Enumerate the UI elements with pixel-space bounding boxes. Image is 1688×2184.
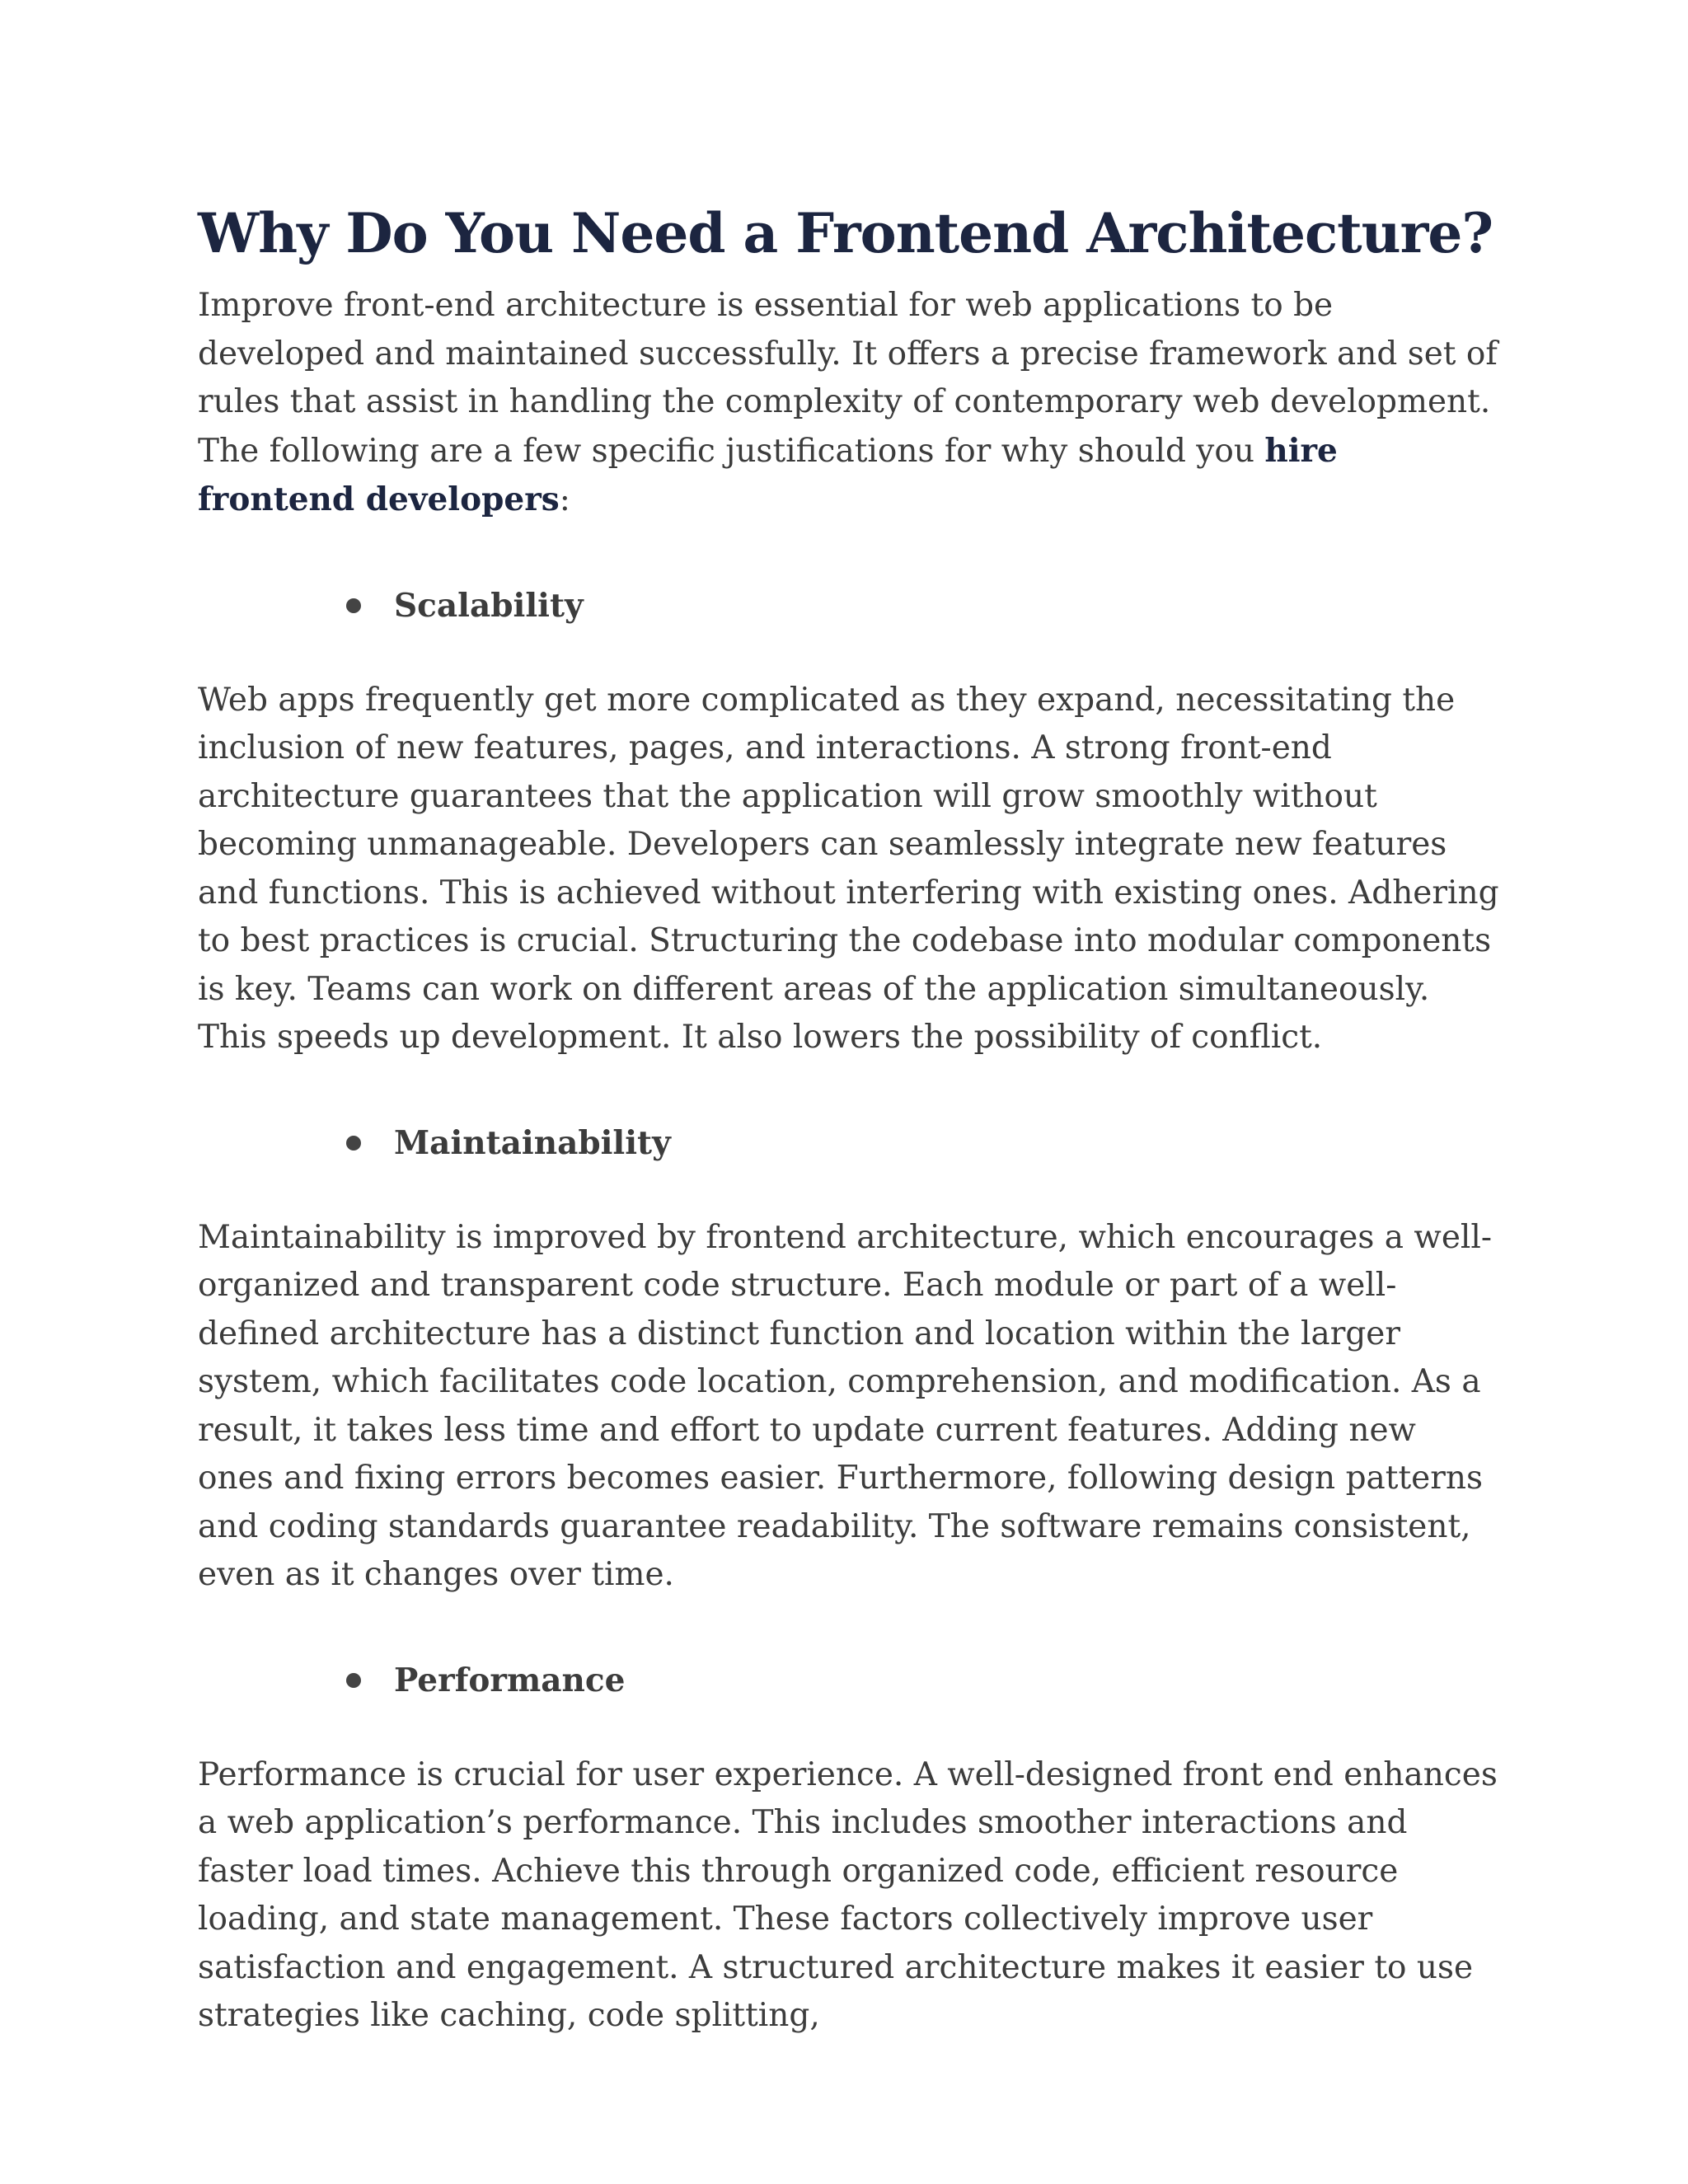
bullet-icon xyxy=(346,598,361,613)
section-heading-scalability xyxy=(198,579,1500,632)
section-heading-label: Scalability xyxy=(394,586,584,625)
intro-text-end: : xyxy=(559,481,570,518)
section-body-maintainability: Maintainability is improved by frontend architecture, which encourages a well-organized and transparent code structure. Each module or part of a well-defined architecture has a distinct function and location within the larger system, which facilitates code location, comprehension, and modification. As a result, it takes less time and effort to update current features. Adding new ones and fixing errors becomes easier. Furthermore, following design patterns and coding standards guarantee readability. The software remains consistent, even as it changes over time. xyxy=(198,1218,1493,1593)
section-heading-maintainability xyxy=(198,1117,1500,1169)
document-page xyxy=(198,196,1500,2041)
bullet-icon xyxy=(346,1673,361,1688)
bullet-icon xyxy=(346,1136,361,1151)
section-body-performance: Performance is crucial for user experience. A well-designed front end enhances a web application’s performance. This includes smoother interactions and faster load times. Achieve this through organized code, efficient resource loading, and state management. These factors collectively improve user satisfaction and engagement. A structured architecture makes it easier to use strategies like caching, code splitting, xyxy=(198,1755,1498,2034)
section-heading-label: Performance xyxy=(394,1661,626,1699)
section-body-scalability: Web apps frequently get more complicated as they expand, necessitating the inclusion of new features, pages, and interactions. A strong front-end architecture guarantees that the application will grow smoothly without becoming unmanageable. Developers can seamlessly integrate new features and functions. This is achieved without interfering with existing ones. Adhering to best practices is crucial. Structuring the codebase into modular components is key. Teams can work on different areas of the application simultaneously. This speeds up development. It also lowers the possibility of conflict. xyxy=(198,681,1499,1056)
page-title: Why Do You Need a Frontend Architecture? xyxy=(198,201,1493,265)
intro-paragraph xyxy=(198,282,1500,525)
section-heading-performance xyxy=(198,1654,1500,1707)
section-heading-label: Maintainability xyxy=(394,1123,671,1162)
intro-bold-text: hire frontend developers xyxy=(198,431,1338,518)
intro-text: Improve front-end architecture is essential for web applications to be developed and maintained successfully. It offers a precise framework and set of rules that assist in handling the complexity of contemporary web development. The following are a few specific justifications for why should you xyxy=(198,287,1498,470)
